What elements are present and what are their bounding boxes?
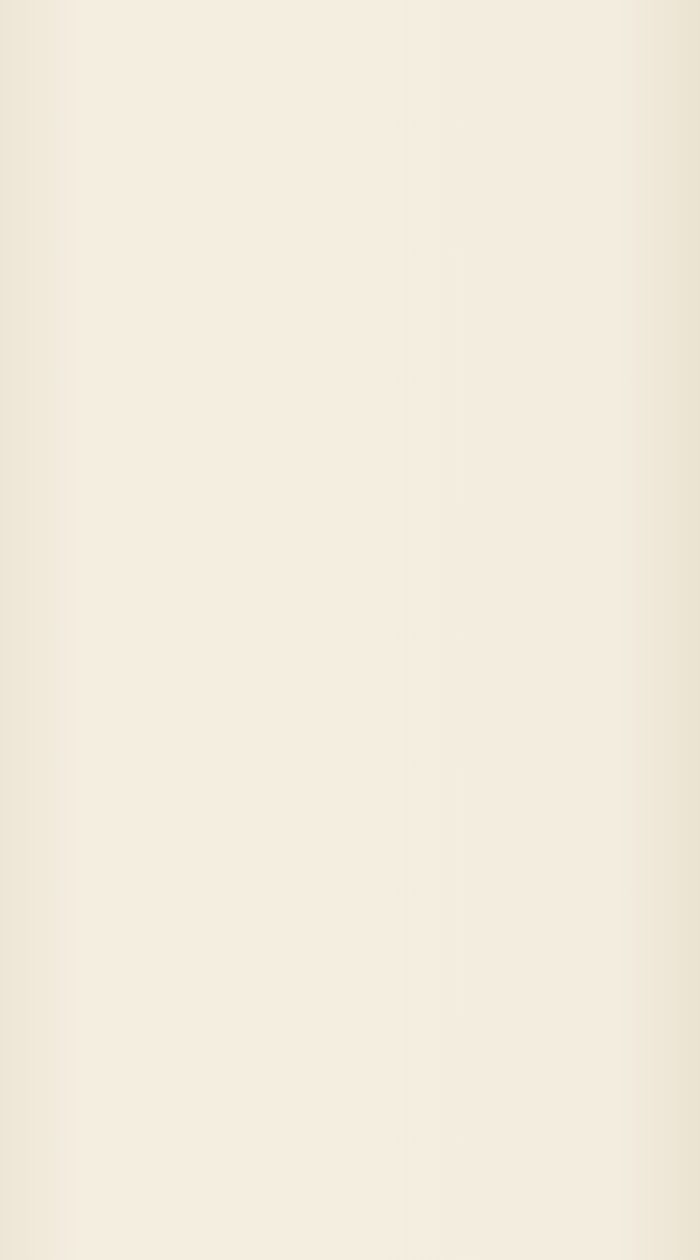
text-line [138,513,678,532]
text-line [138,803,678,822]
text-line [138,939,678,958]
text-line [138,223,678,242]
text-line [138,300,678,319]
text-line [138,204,678,223]
body-text [138,49,678,1094]
text-line [138,919,678,938]
text-line [138,900,678,919]
text-line [138,494,678,513]
text-line [138,823,678,842]
text-line [138,668,678,687]
text-line [138,455,678,474]
text-line [138,997,678,1016]
text-line [138,320,678,339]
text-line [138,378,678,397]
text-line [138,571,678,590]
text-line [138,397,678,416]
text-line [138,533,678,552]
text-line [138,881,678,900]
text-line [138,649,678,668]
text-line [138,726,678,745]
text-line [138,629,678,648]
text-line [138,610,678,629]
text-line [138,842,678,861]
text-line [138,359,678,378]
text-line [138,107,678,126]
text-line [138,1016,678,1035]
text-line [138,745,678,764]
text-line [138,68,678,87]
text-line [138,436,678,455]
text-line [138,958,678,977]
text-line [138,281,678,300]
text-line [138,242,678,261]
text-line [138,417,678,436]
text-line [138,707,678,726]
text-line [138,146,678,165]
text-line [138,1074,678,1093]
text-line [138,1036,678,1055]
text-line [138,126,678,145]
text-line [138,1055,678,1074]
text-line [138,765,678,784]
text-line [138,861,678,880]
text-line [138,262,678,281]
text-line [138,49,678,68]
text-line [138,339,678,358]
text-line [138,552,678,571]
text-line [138,978,678,997]
text-line [138,784,678,803]
text-line [138,591,678,610]
text-line [138,165,678,184]
text-line [138,184,678,203]
text-line [138,88,678,107]
text-line [138,687,678,706]
text-line [138,475,678,494]
